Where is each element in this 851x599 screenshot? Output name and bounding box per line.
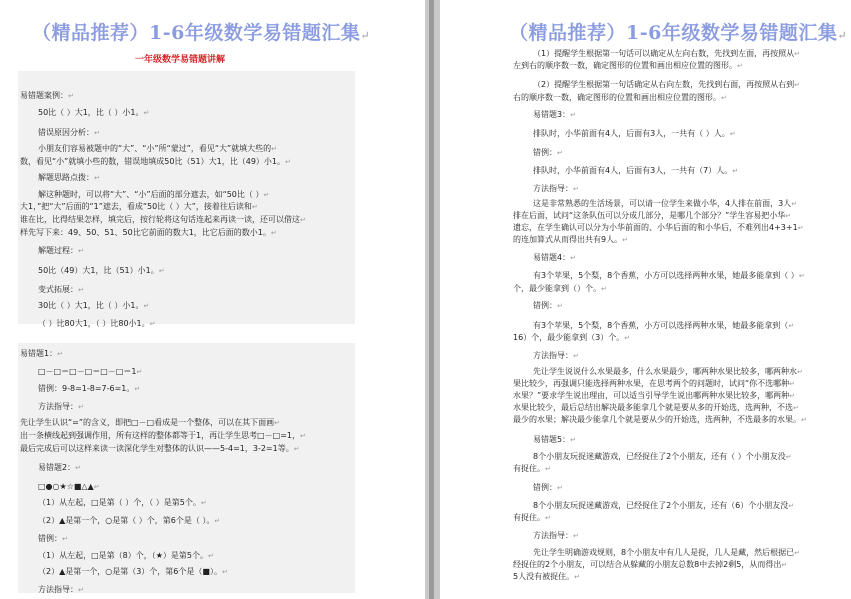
page-title: （精品推荐）1-6年级数学易错题汇集↵ bbox=[32, 22, 371, 44]
section-subtitle: 一年级数学易错题讲解 bbox=[135, 55, 226, 65]
text-line: 先让学生明确游戏规则，8个小朋友中有几人是捉，几人是藏，然后根据已↵ bbox=[533, 548, 800, 557]
text-line: 大1，”把“大”后面的“1”遮去，看成“50比（ ）大”，接着往后读和↵ bbox=[20, 202, 258, 211]
text-line: （1）从左起，□是第（8）个，（★）是第5个。↵ bbox=[38, 551, 214, 560]
text-line: 错例：↵ bbox=[38, 534, 68, 543]
text-line: 排队时，小华前面有4人，后面有3人，一共有（7）人。↵ bbox=[533, 166, 739, 175]
text-line: □●○★☆■△▲↵ bbox=[38, 482, 100, 491]
text-line: 错例：9-8=1-8=7-6=1。↵ bbox=[38, 384, 141, 393]
text-line: 最后完成后可以这样来读一读深化学生对整体的认识——5-4=1，3-2=1等。↵ bbox=[20, 444, 300, 453]
text-line: 方法指导：↵ bbox=[38, 585, 84, 594]
text-line: □－□＝□－□＝□－□＝1↵ bbox=[38, 367, 143, 376]
text-line: 8个小朋友玩捉迷藏游戏，已经捉住了2个小朋友，还有（6）个小朋友没↵ bbox=[533, 501, 795, 510]
page-title: （精品推荐）1-6年级数学易错题汇集↵ bbox=[509, 22, 848, 44]
text-line: （2）▲是第一个，○是第（ ）个，第6个是（ ）。↵ bbox=[38, 516, 221, 525]
text-line: 易错题案例：↵ bbox=[20, 91, 74, 100]
text-line: 这是非常熟悉的生活场景，可以请一位学生来做小华，4人排在前面，3人↵ bbox=[533, 199, 798, 208]
text-line: （1）提醒学生根据第一句话可以确定从左向右数，先找到左面，再按照从↵ bbox=[533, 49, 800, 58]
text-line: 解题过程：↵ bbox=[38, 246, 84, 255]
text-line: 果比较少，再强调只能选择两种水果，在思考两个的问题时，试问“你不选哪种↵ bbox=[513, 379, 796, 388]
text-line: 排队时，小华前面有4人，后面有3人，一共有（ ）人。↵ bbox=[533, 129, 736, 138]
text-line: （2）提醒学生根据第一句话确定从右向左数，先找到右面，再按照从右到↵ bbox=[533, 80, 800, 89]
text-line: 16）个，最少能拿到（3）个。↵ bbox=[513, 333, 631, 342]
text-line: （ ）比80大1，（ ）比80小1。↵ bbox=[38, 319, 156, 328]
page-divider bbox=[425, 0, 440, 599]
text-line: 的连加算式从而得出共有9人。↵ bbox=[513, 235, 628, 244]
text-line: 50比（ ）大1，比（ ）小1。↵ bbox=[38, 108, 150, 117]
text-line: 出一条横线起到强调作用，所有这样的整体都等于1，再让学生思考□－□=1，↵ bbox=[20, 431, 306, 440]
document-page-right bbox=[440, 0, 851, 599]
text-line: 变式拓展：↵ bbox=[38, 285, 84, 294]
text-line: 30比（ ）大1，比（ ）小1。↵ bbox=[38, 301, 150, 310]
text-line: 易错题1：↵ bbox=[20, 349, 63, 358]
text-line: 遗忘，在学生确认可以分为小华前面的、小华后面的和小华后，不难列出4+3+1↵ bbox=[513, 223, 804, 232]
text-line: 错例：↵ bbox=[533, 483, 563, 492]
text-line: 小朋友们容易被题中的“大”、“小”所“蒙过”，看见“大”就填大些的↵ bbox=[38, 144, 278, 153]
text-line: 有捉住。↵ bbox=[513, 513, 551, 522]
text-line: 解这种题时，可以将“大”、“小”后面的部分遮去，如“50比（ ）↵ bbox=[38, 190, 270, 199]
text-line: 方法指导：↵ bbox=[533, 351, 579, 360]
text-line: （1）从左起，□是第（ ）个，（ ）是第5个。↵ bbox=[38, 498, 207, 507]
text-line: 错误原因分析：↵ bbox=[38, 128, 100, 137]
text-line: 5人没有被捉住。↵ bbox=[513, 572, 580, 581]
text-line: 错例：↵ bbox=[533, 301, 563, 310]
text-line: 水果？”要求学生说出理由，可以适当引导学生说出哪两种水果比较多，哪两种↵ bbox=[513, 391, 796, 400]
text-line: 先让学生说说什么水果最多，什么水果最少，哪两种水果比较多，哪两种水↵ bbox=[533, 367, 803, 376]
text-line: 水果比较少，最后总结出解决最多能拿几个就是要从多的开始选，选两种，不选↵ bbox=[513, 403, 799, 412]
text-line: 个，最少能拿到（）个。↵ bbox=[513, 284, 607, 293]
text-line: 最少的水果；解决最少能拿几个就是要从少的开始选，选两种，不选最多的水果。↵ bbox=[513, 415, 807, 424]
text-line: （2）▲是第一个，○是第（3）个，第6个是（■）。↵ bbox=[38, 567, 228, 576]
text-line: 有3个苹果，5个梨，8个香蕉，小方可以选择两种水果，她最多能拿到（↵ bbox=[533, 321, 795, 330]
text-line: 错例：↵ bbox=[533, 148, 563, 157]
text-line: 经捉住的2个小朋友，可以结合从躲藏的小朋友总数8中去掉2剩5，从而得出↵ bbox=[513, 560, 788, 569]
document-page-left bbox=[0, 0, 425, 599]
text-line: 易错题5：↵ bbox=[533, 435, 576, 444]
text-line: 数，看见“小”就填小些的数，错误地填成50比（51）大1，比（49）小1。↵ bbox=[20, 157, 291, 166]
text-line: 方法指导：↵ bbox=[38, 402, 84, 411]
text-line: 先让学生认识“=”的含义，即把□－□看成是一个整体，可以在其下面画↵ bbox=[20, 418, 280, 427]
text-line: 8个小朋友玩捉迷藏游戏，已经捉住了2个小朋友，还有（ ）个小朋友没↵ bbox=[533, 452, 792, 461]
text-line: 易错题3：↵ bbox=[533, 110, 576, 119]
text-line: 方法指导：↵ bbox=[533, 531, 579, 540]
text-line: 易错题2：↵ bbox=[38, 463, 81, 472]
text-line: 排在后面，试问“这条队伍可以分成几部分，是哪几个部分？”学生容易把小华↵ bbox=[513, 211, 792, 220]
text-line: 方法指导：↵ bbox=[533, 184, 579, 193]
text-line: 有3个苹果，5个梨，8个香蕉，小方可以选择两种水果，她最多能拿到（ ）↵ bbox=[533, 271, 805, 280]
text-line: 左到右的顺序数一数，确定图形的位置和画出相应位置的图形。↵ bbox=[513, 61, 743, 70]
text-line: 有捉住。↵ bbox=[513, 464, 551, 473]
text-line: 易错题4：↵ bbox=[533, 253, 576, 262]
text-line: 右的顺序数一数，确定图形的位置和画出相应位置的图形。↵ bbox=[513, 93, 727, 102]
text-line: 50比（49）大1，比（51）小1。↵ bbox=[38, 266, 165, 275]
text-line: 谁在比，比得结果怎样，填完后，按行轮将这句话连起来再读一读，还可以借这↵ bbox=[20, 215, 306, 224]
text-line: 样先写下来：49、50、51、50比它前面的数大1，比它后面的数小1。↵ bbox=[20, 228, 277, 237]
text-line: 解题思路点拨：↵ bbox=[38, 173, 100, 182]
